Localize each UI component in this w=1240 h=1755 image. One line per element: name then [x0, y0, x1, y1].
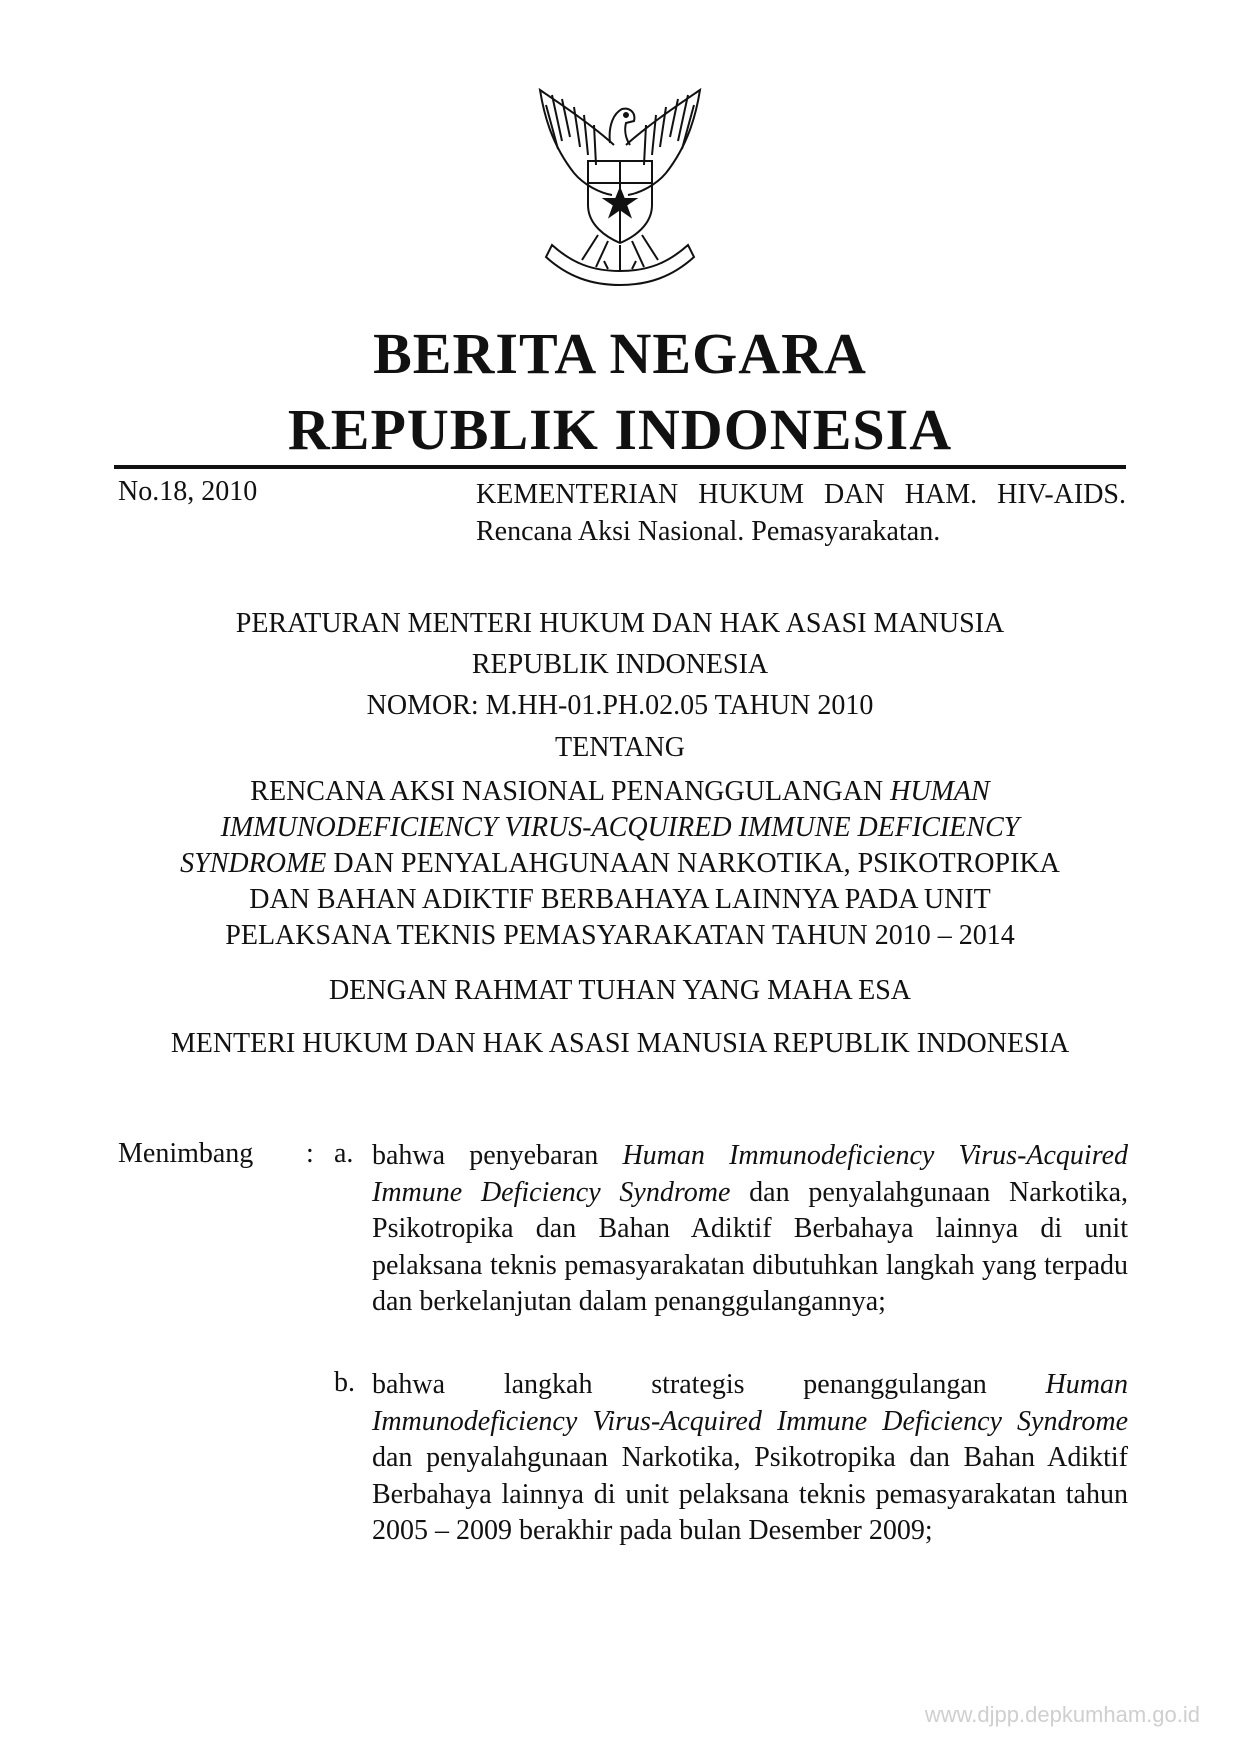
masthead-title: BERITA NEGARA [373, 321, 867, 386]
masthead-subtitle: REPUBLIK INDONESIA [287, 397, 953, 462]
item-a-italic: Human Immunodeficiency Virus-Acquired Immune Deficiency Syndrome [372, 1140, 1128, 1208]
issuer-line: MENTERI HUKUM DAN HAK ASASI MANUSIA REPUBLIK INDONESIA [170, 1028, 1070, 1059]
header-divider [114, 465, 1126, 469]
menimbang-colon: : [306, 1138, 314, 1169]
regulation-title: PERATURAN MENTERI HUKUM DAN HAK ASASI MANUSIA [235, 608, 1005, 639]
item-a-text-2: dan penyalahgunaan Narkotika, Psikotropika dan Bahan Adiktif Berbahaya lainnya di unit pelaksana teknis pemasyarakatan dibutuhkan langkah yang terpadu dan berkelanjutan dalam penanggulangannya; [372, 1176, 1128, 1317]
regulation-about [100, 774, 1140, 954]
item-a-text [372, 1138, 1128, 1321]
about-italic: HUMAN IMMUNODEFICIENCY VIRUS-ACQUIRED IMMUNE DEFICIENCY SYNDROME [180, 776, 1020, 879]
item-b-letter: b. [334, 1367, 355, 1398]
about-text-2: DAN PENYALAHGUNAAN NARKOTIKA, PSIKOTROPIKA DAN BAHAN ADIKTIF BERBAHAYA LAINNYA PADA UNIT PELAKSANA TEKNIS PEMASYARAKATAN TAHUN 2010 – 2014 [225, 848, 1060, 951]
regulation-country: REPUBLIK INDONESIA [471, 649, 769, 680]
preamble-line: DENGAN RAHMAT TUHAN YANG MAHA ESA [328, 975, 912, 1006]
about-text-1: RENCANA AKSI NASIONAL PENANGGULANGAN [250, 776, 891, 807]
garuda-emblem-icon [522, 85, 718, 295]
item-a-text-1: bahwa penyebaran [372, 1140, 623, 1171]
item-b-text [372, 1367, 1128, 1550]
regulation-tentang: TENTANG [555, 732, 685, 763]
item-b-text-1: bahwa langkah strategis penanggulangan [372, 1369, 1046, 1400]
regulation-number: NOMOR: M.HH-01.PH.02.05 TAHUN 2010 [366, 690, 874, 721]
source-watermark: www.djpp.depkumham.go.id [924, 1702, 1200, 1727]
issue-number: No.18, 2010 [118, 476, 258, 507]
menimbang-label: Menimbang [118, 1138, 254, 1169]
item-a-letter: a. [334, 1138, 354, 1169]
item-b-italic: Human Immunodeficiency Virus-Acquired Immune Deficiency Syndrome [372, 1369, 1128, 1437]
issue-subject: KEMENTERIAN HUKUM DAN HAM. HIV-AIDS. Rencana Aksi Nasional. Pemasyarakatan. [476, 479, 1126, 547]
item-b-text-2: dan penyalahgunaan Narkotika, Psikotropika dan Bahan Adiktif Berbahaya lainnya di unit pelaksana teknis pemasyarakatan tahun 2005 – 2009 berakhir pada bulan Desember 2009; [372, 1442, 1128, 1546]
